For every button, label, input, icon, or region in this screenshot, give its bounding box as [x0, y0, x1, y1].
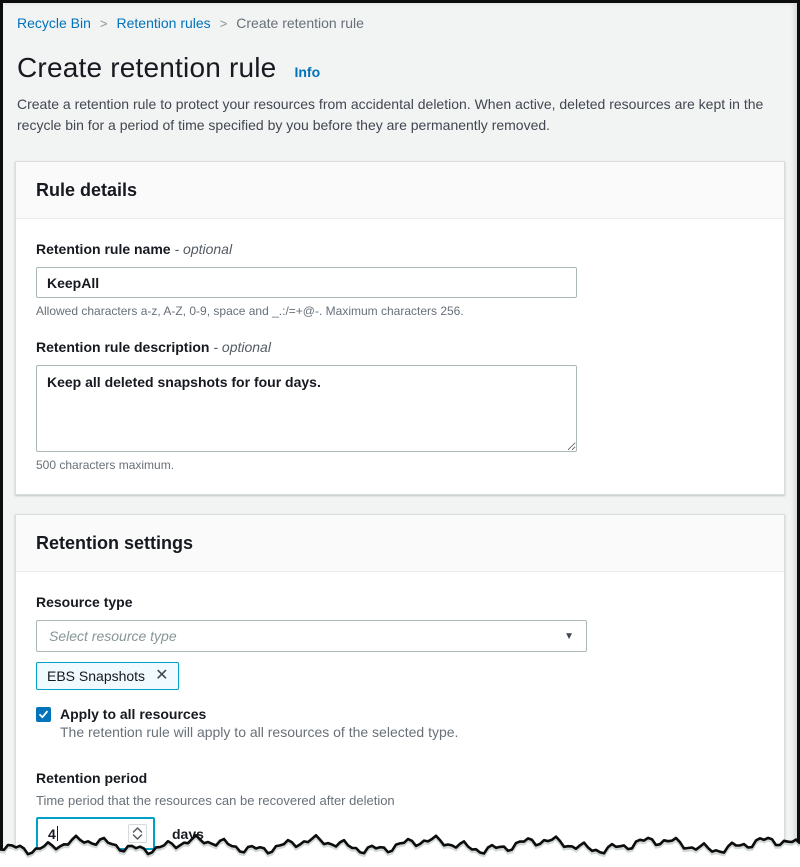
- retention-period-label: Retention period: [36, 770, 148, 786]
- page-title: Create retention rule: [17, 52, 277, 83]
- rule-details-card: [15, 161, 785, 495]
- rule-description-label: Retention rule description - optional: [36, 339, 271, 355]
- optional-suffix: - optional: [174, 241, 233, 257]
- rule-description-field: [36, 339, 764, 472]
- apply-all-field: [36, 706, 764, 740]
- resource-type-select[interactable]: [36, 620, 587, 652]
- retention-settings-card: [15, 514, 785, 867]
- checkmark-icon: [38, 709, 49, 720]
- apply-all-description: The retention rule will apply to all resources of the selected type.: [60, 724, 459, 740]
- rule-name-field: [36, 241, 764, 318]
- rule-name-constraint: Allowed characters a-z, A-Z, 0-9, space and _.:/=+@-. Maximum characters 256.: [36, 304, 464, 318]
- rule-details-title: Rule details: [36, 180, 138, 200]
- page-description: Create a retention rule to protect your resources from accidental deletion. When active, deleted resources are kept in the recycle bin for a period of time specified by you before they are permanently removed.: [17, 96, 764, 133]
- retention-settings-header: [16, 515, 784, 572]
- breadcrumb-current-page: Create retention rule: [236, 15, 364, 31]
- breadcrumb: [14, 11, 786, 35]
- breadcrumb-retention-rules[interactable]: Retention rules: [116, 15, 211, 31]
- resource-type-label: Resource type: [36, 594, 133, 610]
- chevron-down-icon: ▼: [564, 630, 574, 642]
- retention-period-unit: days: [172, 825, 204, 842]
- apply-all-label: Apply to all resources: [60, 706, 207, 722]
- token-remove-icon[interactable]: ✕: [155, 667, 169, 684]
- info-link[interactable]: Info: [294, 64, 321, 80]
- retention-settings-title: Retention settings: [36, 533, 194, 553]
- breadcrumb-separator-icon: >: [219, 15, 228, 31]
- rule-details-header: [16, 162, 784, 219]
- optional-suffix: - optional: [213, 339, 271, 355]
- token-label: EBS Snapshots: [47, 668, 146, 684]
- breadcrumb-separator-icon: >: [99, 15, 108, 31]
- breadcrumb-recycle-bin[interactable]: Recycle Bin: [17, 15, 91, 31]
- retention-period-value: 4: [48, 825, 56, 842]
- resource-type-field: [36, 594, 764, 690]
- rule-name-label: Retention rule name - optional: [36, 241, 233, 257]
- rule-description-textarea[interactable]: [36, 365, 577, 452]
- rule-name-input[interactable]: [36, 267, 577, 298]
- retention-period-description: Time period that the resources can be recovered after deletion: [36, 793, 395, 808]
- resource-type-placeholder: Select resource type: [49, 628, 177, 644]
- rule-description-constraint: 500 characters maximum.: [36, 458, 175, 472]
- apply-all-checkbox[interactable]: [36, 707, 51, 722]
- resource-type-token-ebs-snapshots: [36, 662, 179, 690]
- torn-edge-decoration: [0, 829, 800, 867]
